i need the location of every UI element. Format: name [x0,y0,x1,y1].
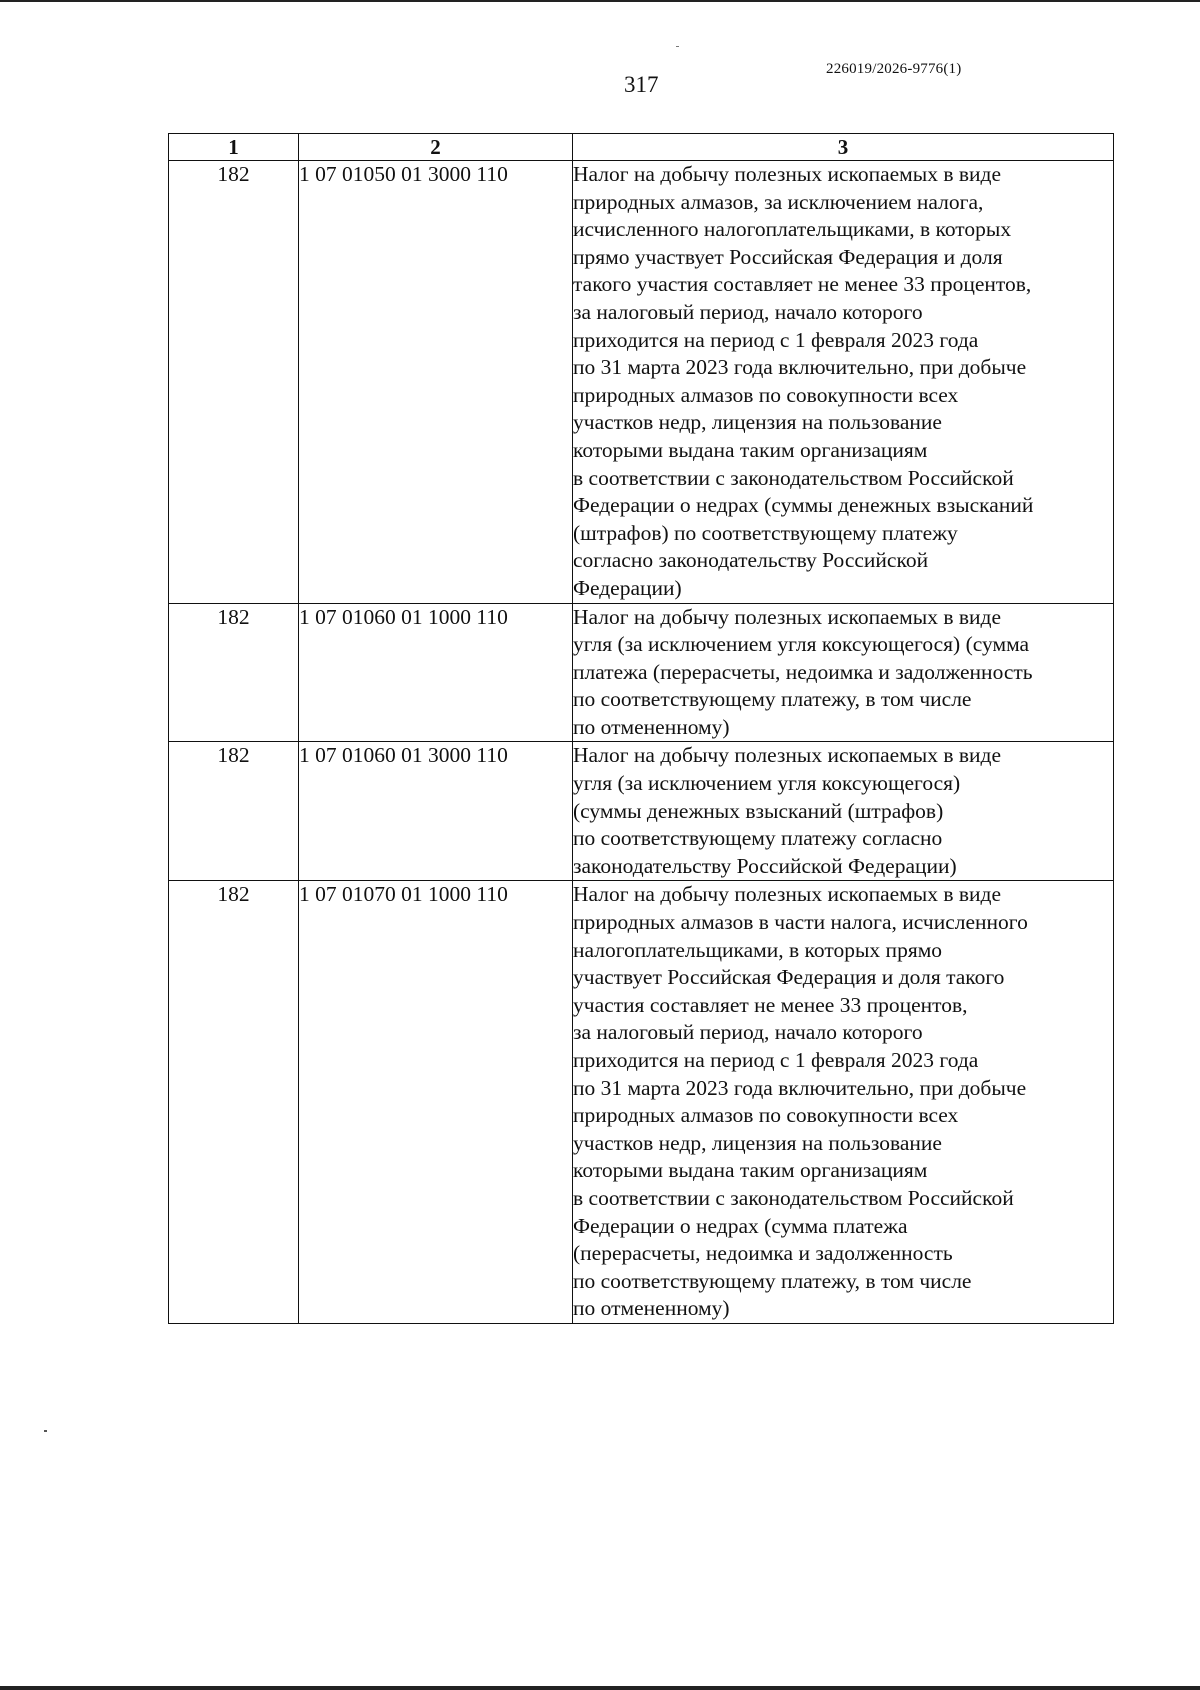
description-line: за налоговый период, начало которого [573,1020,923,1045]
budget-classification-code-cell: 1 07 01070 01 1000 110 [299,881,573,1324]
description-line: участков недр, лицензия на пользование [573,410,942,435]
description-line: которыми выдана таким организациям [573,1158,928,1183]
description-line: природных алмазов в части налога, исчисленного [573,910,1028,935]
description-line: налогоплательщиками, в которых прямо [573,937,943,962]
description-line: приходится на период с 1 февраля 2023 года [573,1048,979,1072]
description-line: согласно законодательству Российской [573,548,929,573]
budget-classification-code-cell: 1 07 01060 01 1000 110 [299,603,573,742]
description-line: по отмененному) [573,714,730,739]
description-line: исчисленного налогоплательщиками, в которых [573,217,1012,242]
page-number: 317 [624,72,659,97]
table-header-row [169,134,1114,161]
table-row [169,881,1114,1324]
table-header [169,134,1114,161]
description-line: природных алмазов по совокупности всех [573,382,959,407]
description-line: такого участия составляет не менее 33 процентов, [573,272,1032,297]
description-line: Федерации о недрах (сумма платежа [573,1213,908,1238]
description-line: в соответствии с законодательством Российской [573,1185,1014,1210]
column-header-3: 3 [573,134,1114,161]
document-id: 226019/2026-9776(1) [826,61,962,77]
description-line: Федерации о недрах (суммы денежных взысканий [573,493,1034,518]
income-description-cell [573,742,1114,881]
description-line: по соответствующему платежу, в том числе [573,1268,972,1293]
description-line: по 31 марта 2023 года включительно, при добыче [573,1075,1027,1100]
table-row [169,603,1114,742]
description-line: в соответствии с законодательством Российской [573,465,1014,490]
budget-classification-code-cell: 1 07 01050 01 3000 110 [299,161,573,604]
description-line: которыми выдана таким организациям [573,437,928,462]
description-line: угля (за исключением угля коксующегося) [573,771,961,796]
description-line: по 31 марта 2023 года включительно, при добыче [573,355,1027,380]
description-line: прямо участвует Российская Федерация и доля [573,244,1003,269]
description-line: угля (за исключением угля коксующегося) (сумма [573,632,1030,657]
table-row [169,161,1114,604]
description-line: законодательству Российской Федерации) [573,853,957,878]
description-line: платежа (перерасчеты, недоимка и задолженность [573,659,1033,684]
agency-code-cell: 182 [169,603,299,742]
income-description-cell [573,603,1114,742]
scan-top-border [0,0,1200,2]
description-line: Налог на добычу полезных ископаемых в виде [573,162,1002,186]
agency-code-cell: 182 [169,742,299,881]
description-line: (штрафов) по соответствующему платежу [573,520,958,545]
description-line: по соответствующему платежу согласно [573,826,943,851]
description-line: участия составляет не менее 33 процентов, [573,992,968,1017]
agency-code-cell: 182 [169,161,299,604]
description-line: участвует Российская Федерация и доля такого [573,965,1005,990]
description-line: Налог на добычу полезных ископаемых в виде [573,882,1002,907]
income-description-cell [573,161,1114,604]
description-line: приходится на период с 1 февраля 2023 года [573,327,979,352]
description-line: по соответствующему платежу, в том числе [573,687,972,712]
budget-classification-code-cell: 1 07 01060 01 3000 110 [299,742,573,881]
scan-speck [676,46,679,47]
income-description-cell [573,881,1114,1324]
description-line: (перерасчеты, недоимка и задолженность [573,1241,953,1266]
table-row [169,742,1114,881]
scan-bottom-border [0,1686,1200,1690]
description-line: по отмененному) [573,1296,730,1321]
description-line: участков недр, лицензия на пользование [573,1130,942,1155]
column-header-2: 2 [299,134,573,161]
budget-codes-table [168,133,1114,1324]
description-line: (суммы денежных взысканий (штрафов) [573,798,944,823]
description-line: Федерации) [573,575,682,600]
scan-speck [44,1430,47,1432]
description-line: природных алмазов по совокупности всех [573,1103,959,1128]
description-line: Налог на добычу полезных ископаемых в виде [573,604,1002,629]
table-body [169,161,1114,1324]
agency-code-cell: 182 [169,881,299,1324]
description-line: за налоговый период, начало которого [573,299,923,324]
description-line: природных алмазов, за исключением налога, [573,189,984,214]
description-line: Налог на добычу полезных ископаемых в виде [573,743,1002,768]
column-header-1: 1 [169,134,299,161]
